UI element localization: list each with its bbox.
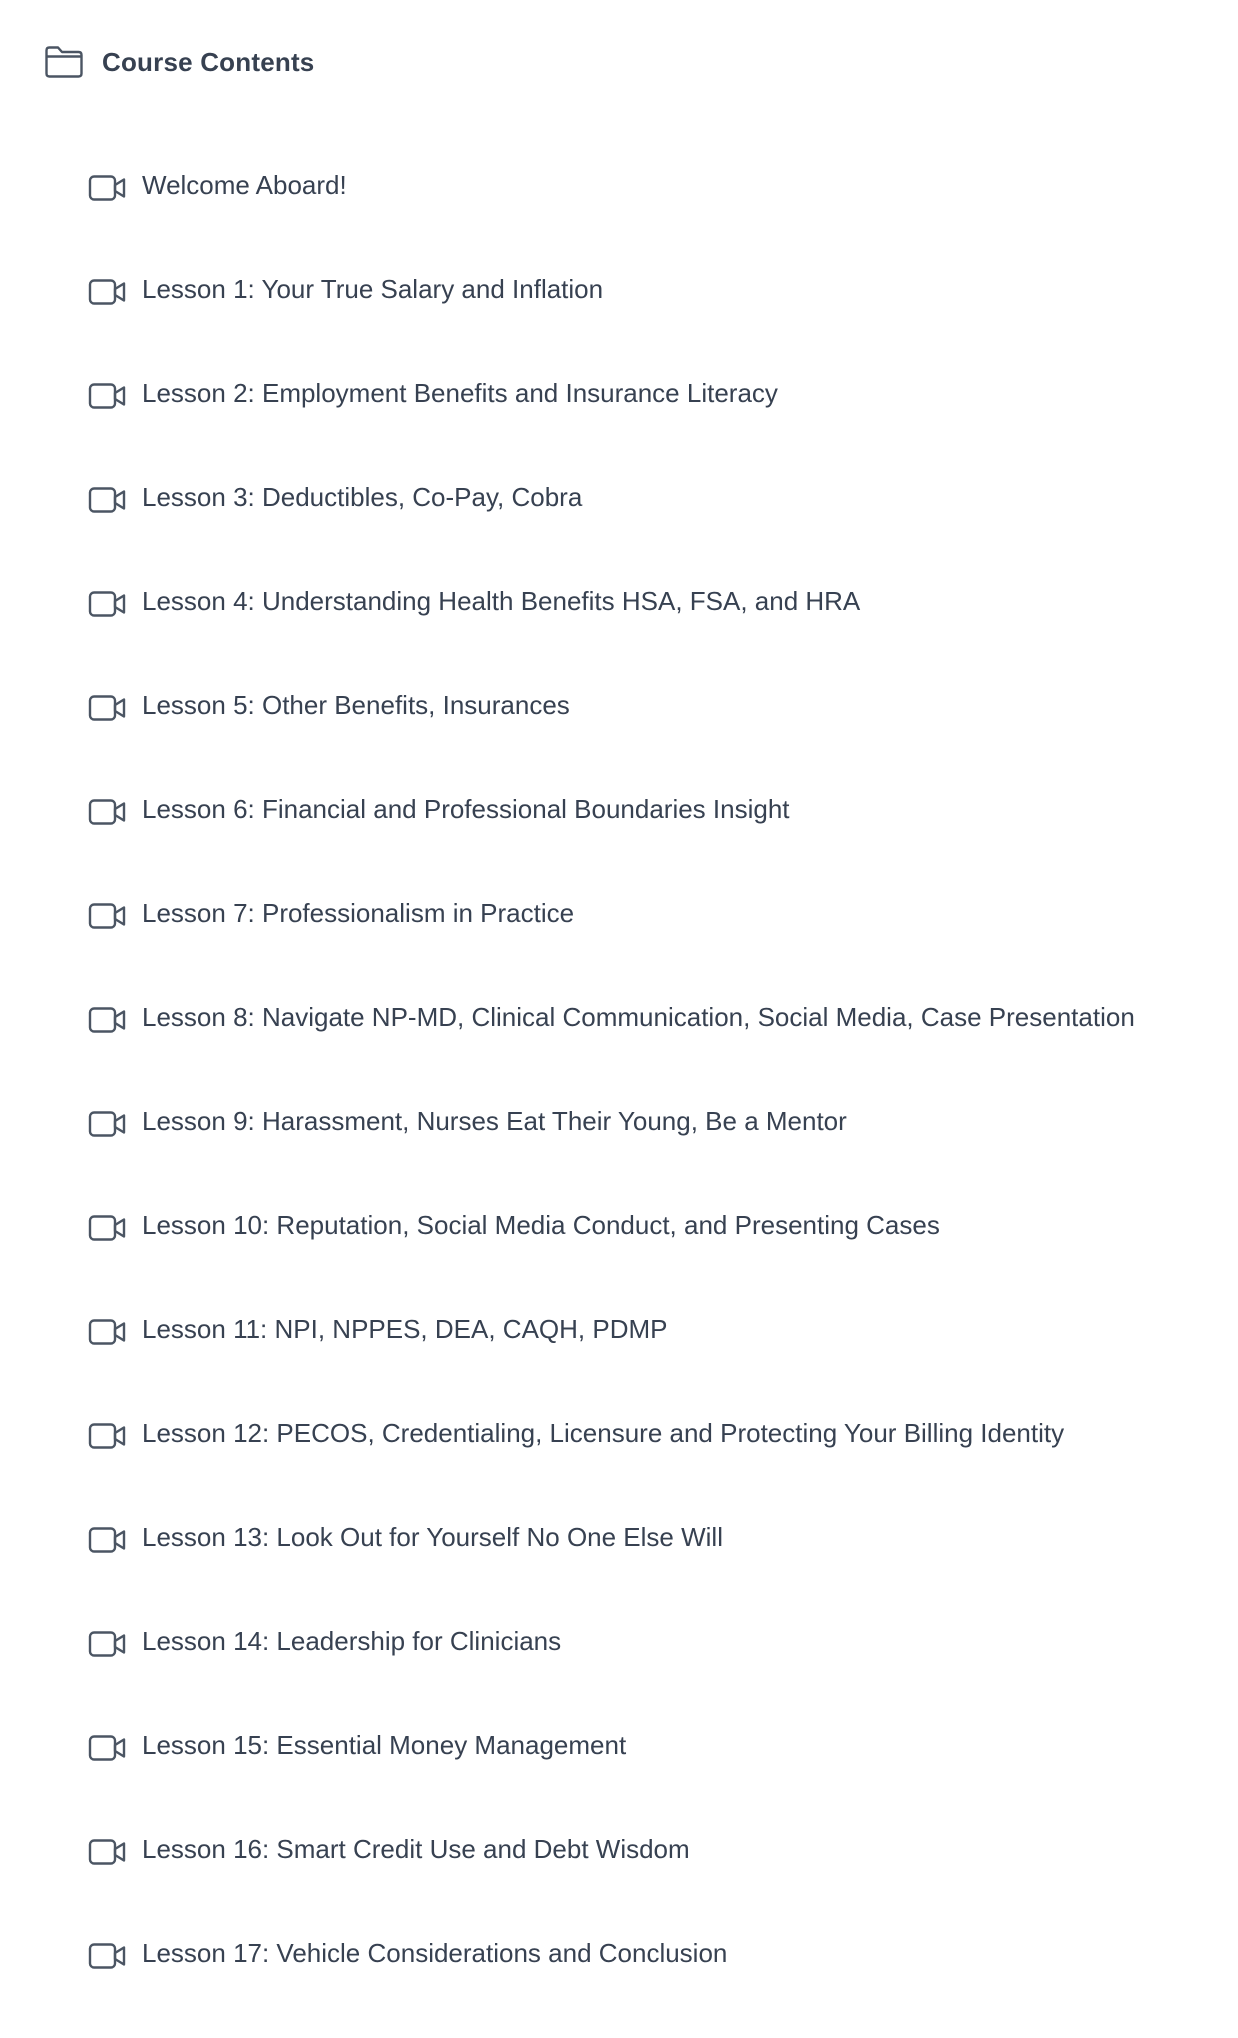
lesson-label: Lesson 17: Vehicle Considerations and Conclusion <box>142 1938 728 1968</box>
lesson-label: Lesson 13: Look Out for Yourself No One Else Will <box>142 1522 723 1552</box>
lesson-label: Welcome Aboard! <box>142 170 347 200</box>
lesson-label: Lesson 1: Your True Salary and Inflation <box>142 274 604 304</box>
lesson-label: Lesson 10: Reputation, Social Media Conduct, and Presenting Cases <box>142 1210 940 1240</box>
video-camera-icon <box>88 382 128 410</box>
lesson-item[interactable] <box>88 1518 1218 1622</box>
section-title: Course Contents <box>102 46 315 77</box>
video-camera-icon <box>88 1838 128 1866</box>
lesson-item[interactable] <box>88 1622 1218 1726</box>
lesson-item[interactable] <box>88 1102 1218 1206</box>
lesson-label: Lesson 7: Professionalism in Practice <box>142 898 575 928</box>
video-camera-icon <box>88 1006 128 1034</box>
lesson-item[interactable] <box>88 894 1218 998</box>
lesson-label: Lesson 5: Other Benefits, Insurances <box>142 690 570 720</box>
lesson-item[interactable] <box>88 686 1218 790</box>
video-camera-icon <box>88 1734 128 1762</box>
video-camera-icon <box>88 902 128 930</box>
lesson-label: Lesson 9: Harassment, Nurses Eat Their Young, Be a Mentor <box>142 1106 847 1136</box>
lesson-label: Lesson 14: Leadership for Clinicians <box>142 1626 562 1656</box>
video-camera-icon <box>88 590 128 618</box>
video-camera-icon <box>88 486 128 514</box>
video-camera-icon <box>88 278 128 306</box>
lesson-label: Lesson 4: Understanding Health Benefits HSA, FSA, and HRA <box>142 586 861 616</box>
lesson-item[interactable] <box>88 1934 1218 2038</box>
lesson-label: Lesson 8: Navigate NP-MD, Clinical Communication, Social Media, Case Presentation <box>142 1002 1135 1032</box>
video-camera-icon <box>88 1110 128 1138</box>
folder-icon <box>44 45 84 79</box>
lesson-item[interactable] <box>88 270 1218 374</box>
lesson-item[interactable] <box>88 478 1218 582</box>
video-camera-icon <box>88 1214 128 1242</box>
lesson-label: Lesson 16: Smart Credit Use and Debt Wisdom <box>142 1834 690 1864</box>
lesson-item[interactable] <box>88 1414 1218 1518</box>
lesson-item[interactable] <box>88 1206 1218 1310</box>
lesson-label: Lesson 6: Financial and Professional Boundaries Insight <box>142 794 790 824</box>
video-camera-icon <box>88 174 128 202</box>
lesson-label: Lesson 3: Deductibles, Co-Pay, Cobra <box>142 482 583 512</box>
lesson-label: Lesson 12: PECOS, Credentialing, Licensure and Protecting Your Billing Identity <box>142 1418 1065 1448</box>
lesson-label: Lesson 11: NPI, NPPES, DEA, CAQH, PDMP <box>142 1314 668 1344</box>
lesson-item[interactable] <box>88 790 1218 894</box>
lesson-item[interactable] <box>88 1726 1218 1830</box>
lesson-item[interactable] <box>88 1310 1218 1414</box>
video-camera-icon <box>88 1318 128 1346</box>
lesson-item[interactable] <box>88 374 1218 478</box>
video-camera-icon <box>88 694 128 722</box>
video-camera-icon <box>88 1630 128 1658</box>
video-camera-icon <box>88 798 128 826</box>
lesson-label: Lesson 15: Essential Money Management <box>142 1730 627 1760</box>
video-camera-icon <box>88 1526 128 1554</box>
video-camera-icon <box>88 1422 128 1450</box>
lesson-item[interactable] <box>88 582 1218 686</box>
lesson-item[interactable] <box>88 998 1218 1102</box>
video-camera-icon <box>88 1942 128 1970</box>
lesson-label: Lesson 2: Employment Benefits and Insurance Literacy <box>142 378 778 408</box>
course-contents-header <box>44 42 314 82</box>
lesson-item[interactable] <box>88 166 1218 270</box>
lesson-list <box>88 166 1218 2038</box>
lesson-item[interactable] <box>88 1830 1218 1934</box>
